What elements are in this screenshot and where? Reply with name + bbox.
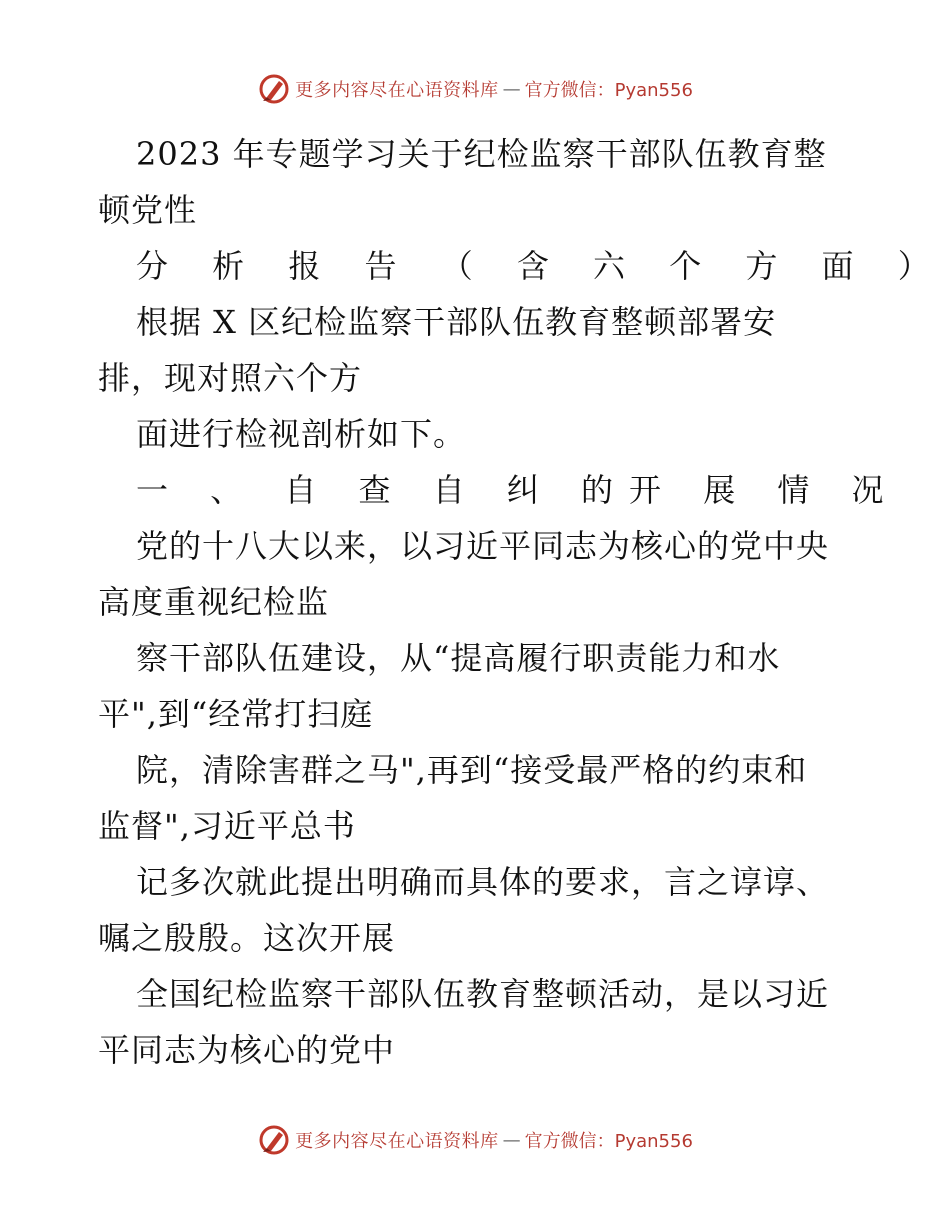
- doc-subtitle: 分 析 报 告 （ 含 六 个 方 面 ）: [136, 247, 947, 285]
- watermark-contact: 官方微信：Pyan556: [524, 1131, 693, 1152]
- pen-logo-icon: [257, 1123, 291, 1157]
- watermark-separator: —: [502, 78, 521, 100]
- paragraph-line: 面进行检视剖析如下。: [136, 415, 467, 453]
- pen-logo-icon: [257, 72, 291, 106]
- paragraph-line: 排，现对照六个方: [98, 359, 363, 397]
- paragraph-line: 全国纪检监察干部队伍教育整顿活动，是以习近: [136, 975, 830, 1013]
- paragraph-line: 记多次就此提出明确而具体的要求，言之谆谆、: [136, 863, 830, 901]
- watermark-text: 更多内容尽在心语资料库: [295, 80, 499, 101]
- paragraph-line: 察干部队伍建设，从“提高履行职责能力和水: [136, 639, 781, 677]
- watermark-text: 更多内容尽在心语资料库: [295, 1131, 499, 1152]
- paragraph-line: 高度重视纪检监: [98, 583, 330, 621]
- paragraph-line: 院，清除害群之马",再到“接受最严格的约束和: [136, 751, 808, 789]
- document-body: [98, 126, 947, 1078]
- paragraph-line: 党的十八大以来，以习近平同志为核心的党中央: [136, 527, 830, 565]
- paragraph-line: 监督",习近平总书: [98, 807, 356, 845]
- paragraph-line: 根据 X 区纪检监察干部队伍教育整顿部署安: [136, 303, 777, 341]
- paragraph-line: 平同志为核心的党中: [98, 1031, 396, 1069]
- section-heading: 一 、 自 查 自 纠 的开 展 情 况: [136, 471, 900, 509]
- doc-title-line-2: 顿党性: [98, 191, 198, 229]
- doc-title-line-1: 2023 年专题学习关于纪检监察干部队伍教育整: [136, 135, 827, 173]
- header-watermark: [0, 71, 950, 107]
- paragraph-line: 嘱之殷殷。这次开展: [98, 919, 396, 957]
- footer-watermark: [0, 1122, 950, 1158]
- paragraph-line: 平",到“经常打扫庭: [98, 695, 374, 733]
- watermark-separator: —: [502, 1129, 521, 1151]
- watermark-contact: 官方微信：Pyan556: [524, 80, 693, 101]
